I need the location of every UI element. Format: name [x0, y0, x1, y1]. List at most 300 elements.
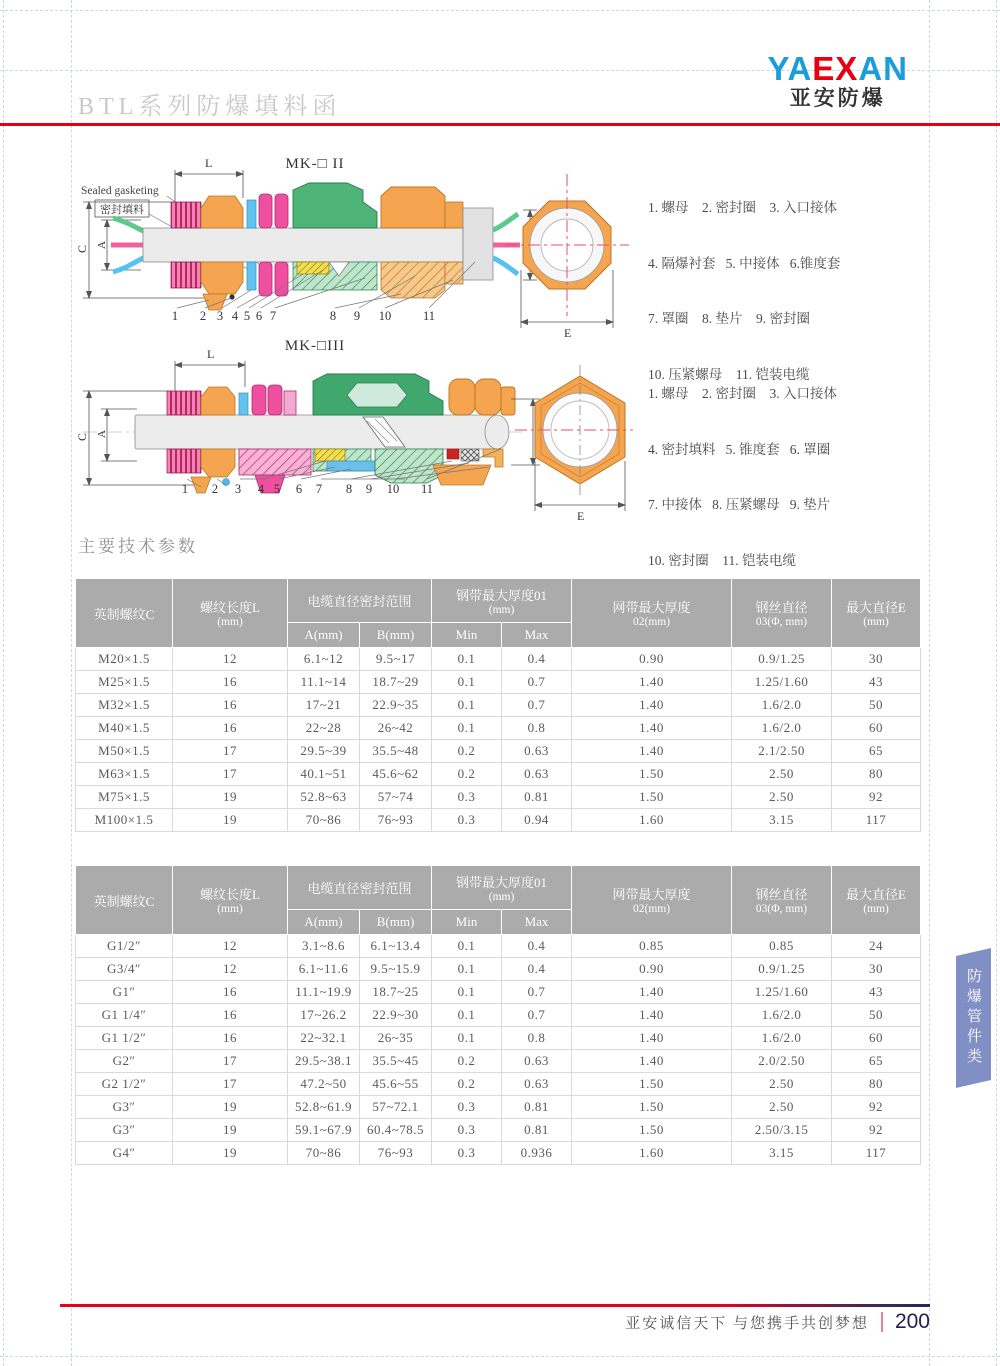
table-cell: 1.25/1.60 [732, 671, 832, 694]
footer [625, 1310, 930, 1334]
table-cell: M75×1.5 [76, 786, 173, 809]
table-cell: 80 [832, 1073, 921, 1096]
svg-text:1: 1 [181, 482, 189, 496]
table-cell: 0.9/1.25 [732, 648, 832, 671]
table-cell: 70~86 [288, 1142, 360, 1165]
table-row [76, 740, 921, 763]
col-maxd: 最大直径E (mm) [832, 866, 921, 935]
table-cell: 0.8 [502, 717, 572, 740]
table-cell: 3.15 [732, 1142, 832, 1165]
crop-mark [0, 10, 1000, 11]
table-cell: 22~32.1 [288, 1027, 360, 1050]
table-cell: G4″ [76, 1142, 173, 1165]
middle-body-facet [347, 383, 407, 407]
table-cell: 1.40 [572, 717, 732, 740]
table-cell: 45.6~55 [360, 1073, 432, 1096]
table-cell: 1.40 [572, 1004, 732, 1027]
middle-body [293, 183, 377, 228]
table-row [76, 1119, 921, 1142]
seal-ring [239, 393, 248, 415]
seal-dot [223, 479, 230, 486]
mid-adapter-section [375, 449, 443, 483]
table-row [76, 958, 921, 981]
table-row [76, 648, 921, 671]
table-row [76, 1142, 921, 1165]
table-cell: 30 [832, 958, 921, 981]
table-cell: 0.7 [502, 694, 572, 717]
table-row [76, 671, 921, 694]
dim-label-a: A [96, 241, 108, 249]
parts-list-line: 4. 隔爆衬套 5. 中接体 6.锥度套 [648, 255, 841, 271]
table-cell: 2.50 [732, 1073, 832, 1096]
table-cell: 2.50 [732, 786, 832, 809]
table-cell: 16 [173, 981, 288, 1004]
table-cell: 0.4 [502, 935, 572, 958]
svg-text:8: 8 [329, 309, 337, 323]
entry-thread [171, 202, 201, 228]
table-cell: G3/4″ [76, 958, 173, 981]
table-cell: 35.5~45 [360, 1050, 432, 1073]
svg-text:7: 7 [269, 309, 277, 323]
cable-end [485, 415, 509, 449]
svg-text:4: 4 [231, 309, 239, 323]
parts-list-line: 10. 密封圈 11. 铠装电缆 [648, 552, 796, 568]
table-cell: 29.5~38.1 [288, 1050, 360, 1073]
table-cell: M20×1.5 [76, 648, 173, 671]
table-cell: 0.3 [432, 1119, 502, 1142]
nut [201, 449, 235, 477]
col-cable-range: 电缆直径密封范围 [288, 866, 432, 910]
table-cell: 0.4 [502, 958, 572, 981]
parts-list-line: 1. 螺母 2. 密封圈 3. 入口接体 [648, 200, 837, 215]
svg-text:2: 2 [211, 482, 219, 496]
col-max: Max [502, 910, 572, 935]
table-cell: 1.40 [572, 1027, 732, 1050]
table-cell: 0.1 [432, 671, 502, 694]
table-cell: 2.50/3.15 [732, 1119, 832, 1142]
table-row [76, 981, 921, 1004]
table-cell: 0.63 [502, 740, 572, 763]
table-cell: 0.1 [432, 1004, 502, 1027]
parts-list-line: 4. 密封填料 5. 锥度套 6. 罩圈 [648, 441, 831, 457]
diagram1-drawing [75, 150, 635, 340]
table-cell: 0.7 [502, 671, 572, 694]
table-cell: 0.1 [432, 1027, 502, 1050]
table-cell: 1.50 [572, 1096, 732, 1119]
table-cell: 65 [832, 1050, 921, 1073]
packing-seal [315, 449, 345, 461]
table-cell: 16 [173, 717, 288, 740]
table-cell: 60.4~78.5 [360, 1119, 432, 1142]
crop-mark [929, 0, 930, 1366]
table-cell: 16 [173, 694, 288, 717]
table-cell: 0.2 [432, 1073, 502, 1096]
table-cell: 0.7 [502, 981, 572, 1004]
table-cell: 0.81 [502, 1096, 572, 1119]
col-mesh: 网带最大厚度 02(mm) [572, 579, 732, 648]
seal-dot [229, 294, 234, 299]
svg-text:8: 8 [345, 482, 353, 496]
svg-text:1: 1 [171, 309, 179, 323]
table-cell: 0.63 [502, 1073, 572, 1096]
dim-label-a: A [96, 430, 108, 438]
table-cell: 1.40 [572, 981, 732, 1004]
table-cell: 0.1 [432, 935, 502, 958]
table-cell: 1.50 [572, 1119, 732, 1142]
table-cell: 19 [173, 1096, 288, 1119]
category-side-tab-label: 防爆管件类 [965, 968, 982, 1068]
table-cell: G1 1/2″ [76, 1027, 173, 1050]
crop-mark [0, 1356, 1000, 1357]
table-cell: 117 [832, 1142, 921, 1165]
table-cell: 80 [832, 763, 921, 786]
sealed-gasketing-label: Sealed gasketing [81, 185, 159, 197]
table-cell: 22~28 [288, 717, 360, 740]
table-cell: M50×1.5 [76, 740, 173, 763]
dim-label-c: C [75, 432, 89, 441]
col-max: Max [502, 623, 572, 648]
crop-mark [3, 0, 4, 1366]
end-view-hexagon [515, 365, 633, 495]
table-cell: 24 [832, 935, 921, 958]
table-cell: 0.9/1.25 [732, 958, 832, 981]
table-cell: 0.3 [432, 1142, 502, 1165]
dim-label-c: C [75, 244, 89, 253]
table-cell: 9.5~17 [360, 648, 432, 671]
part-numbers [182, 482, 433, 496]
svg-text:11: 11 [420, 482, 434, 496]
table-cell: 92 [832, 786, 921, 809]
table-cell: 0.63 [502, 1050, 572, 1073]
svg-text:7: 7 [315, 482, 323, 496]
table-cell: 0.94 [502, 809, 572, 832]
table-row [76, 694, 921, 717]
table-row [76, 1027, 921, 1050]
svg-text:2: 2 [199, 309, 207, 323]
table-cell: 0.1 [432, 648, 502, 671]
table-cell: 0.8 [502, 1027, 572, 1050]
table-cell: 0.85 [572, 935, 732, 958]
parts-list-line: 10. 压紧螺母 11. 铠装电缆 [648, 366, 810, 382]
wires-left [111, 218, 147, 272]
table-cell: 76~93 [360, 1142, 432, 1165]
table-cell: 1.6/2.0 [732, 694, 832, 717]
table-cell: 0.1 [432, 717, 502, 740]
packing-seal [297, 262, 329, 274]
svg-text:9: 9 [353, 309, 361, 323]
brand-logo-word [767, 52, 908, 86]
table-cell: 0.1 [432, 958, 502, 981]
parts-list-line: 1. 螺母 2. 密封圈 3. 入口接体 [648, 386, 837, 401]
col-a: A(mm) [288, 910, 360, 935]
compression-nut [449, 379, 515, 415]
table-cell: 12 [173, 648, 288, 671]
table-cell: 1.50 [572, 1073, 732, 1096]
parts-list-line: 7. 罩圈 8. 垫片 9. 密封圈 [648, 311, 810, 326]
crop-mark [71, 0, 72, 1366]
svg-text:5: 5 [273, 482, 281, 496]
table-cell: 40.1~51 [288, 763, 360, 786]
table-cell: M32×1.5 [76, 694, 173, 717]
washer [447, 449, 459, 459]
svg-text:6: 6 [295, 482, 303, 496]
nut [201, 196, 243, 228]
table-cell: 18.7~29 [360, 671, 432, 694]
table-cell: M63×1.5 [76, 763, 173, 786]
diagram2-title: MK-□III [284, 338, 346, 354]
table-cell: 0.85 [732, 935, 832, 958]
table-cell: 0.3 [432, 1096, 502, 1119]
table-cell: 19 [173, 1142, 288, 1165]
table-cell: 117 [832, 809, 921, 832]
brand-logo [767, 52, 908, 112]
table-cell: 0.1 [432, 981, 502, 1004]
table-cell: M40×1.5 [76, 717, 173, 740]
end-view-octagon [505, 174, 629, 316]
cone-sleeve [327, 461, 377, 471]
table-cell: 0.3 [432, 809, 502, 832]
logo-part-ex: EX [812, 50, 859, 87]
table-cell: 57~74 [360, 786, 432, 809]
table-cell: 17 [173, 740, 288, 763]
table-cell: 35.5~48 [360, 740, 432, 763]
table-cell: 6.1~13.4 [360, 935, 432, 958]
table-cell: 0.936 [502, 1142, 572, 1165]
table-cell: 1.40 [572, 740, 732, 763]
table-cell: G3″ [76, 1096, 173, 1119]
table-cell: 0.90 [572, 958, 732, 981]
col-steel: 钢带最大厚度01 (mm) [432, 866, 572, 910]
table-cell: G1 1/4″ [76, 1004, 173, 1027]
table-cell: 2.50 [732, 763, 832, 786]
table-row [76, 809, 921, 832]
table-cell: 2.1/2.50 [732, 740, 832, 763]
table-cell: 12 [173, 958, 288, 981]
table-cell: 92 [832, 1096, 921, 1119]
table-cell: 18.7~25 [360, 981, 432, 1004]
table-cell: G1/2″ [76, 935, 173, 958]
dim-label-e: E [564, 326, 572, 340]
table-row [76, 1050, 921, 1073]
col-wire: 钢丝直径 03(Φ, mm) [732, 866, 832, 935]
table-cell: 19 [173, 786, 288, 809]
col-cable-range: 电缆直径密封范围 [288, 579, 432, 623]
seal-section [239, 449, 311, 475]
table-cell: 0.81 [502, 786, 572, 809]
table-cell: 52.8~63 [288, 786, 360, 809]
table-cell: 43 [832, 671, 921, 694]
table-cell: 1.60 [572, 1142, 732, 1165]
table-cell: 47.2~50 [288, 1073, 360, 1096]
svg-text:10: 10 [386, 482, 400, 496]
col-min: Min [432, 623, 502, 648]
col-b: B(mm) [360, 910, 432, 935]
table-row [76, 1073, 921, 1096]
seal-ring [247, 200, 256, 228]
metric-spec-table [75, 578, 921, 832]
svg-text:3: 3 [234, 482, 242, 496]
table-cell: 6.1~11.6 [288, 958, 360, 981]
page-number: 200 [894, 1310, 930, 1333]
table-cell: 0.63 [502, 763, 572, 786]
table-cell: 6.1~12 [288, 648, 360, 671]
table-row [76, 717, 921, 740]
table-cell: 17 [173, 763, 288, 786]
svg-text:5: 5 [243, 309, 251, 323]
table-cell: 60 [832, 1027, 921, 1050]
svg-text:6: 6 [255, 309, 263, 323]
dim-label-l: L [207, 347, 215, 361]
table-cell: 19 [173, 809, 288, 832]
col-mesh: 网带最大厚度 02(mm) [572, 866, 732, 935]
table-row [76, 935, 921, 958]
svg-text:11: 11 [422, 309, 436, 323]
col-wire: 钢丝直径 03(Φ, mm) [732, 579, 832, 648]
table-cell: M100×1.5 [76, 809, 173, 832]
table-cell: 1.40 [572, 1050, 732, 1073]
table-cell: 29.5~39 [288, 740, 360, 763]
col-a: A(mm) [288, 623, 360, 648]
table-cell: 45.6~62 [360, 763, 432, 786]
table-cell: 0.2 [432, 740, 502, 763]
table-cell: 0.2 [432, 1050, 502, 1073]
table-cell: 0.3 [432, 786, 502, 809]
table-cell: 17 [173, 1073, 288, 1096]
dim-label-e: E [577, 509, 585, 523]
table-cell: 57~72.1 [360, 1096, 432, 1119]
table-cell: 0.4 [502, 648, 572, 671]
table-cell: 65 [832, 740, 921, 763]
table-cell: 76~93 [360, 809, 432, 832]
table-cell: 2.50 [732, 1096, 832, 1119]
col-length: 螺纹长度L (mm) [173, 579, 288, 648]
nut [201, 262, 243, 294]
nut-tab [191, 477, 211, 493]
table-cell: 0.1 [432, 694, 502, 717]
diagram1-title: MK-□ II [285, 156, 345, 172]
gland-hex-section [381, 262, 445, 298]
logo-part-an: AN [858, 50, 908, 87]
part-numbers [172, 309, 435, 323]
table-cell: 16 [173, 671, 288, 694]
table-cell: 52.8~61.9 [288, 1096, 360, 1119]
col-steel: 钢带最大厚度01 (mm) [432, 579, 572, 623]
table-cell: 19 [173, 1119, 288, 1142]
page-title: BTL系列防爆填料函 [78, 94, 342, 120]
svg-text:3: 3 [216, 309, 224, 323]
table-cell: G2″ [76, 1050, 173, 1073]
table-row [76, 763, 921, 786]
table-cell: 92 [832, 1119, 921, 1142]
cable-body [143, 228, 463, 262]
table-cell: 16 [173, 1004, 288, 1027]
svg-text:4: 4 [257, 482, 265, 496]
col-length: 螺纹长度L (mm) [173, 866, 288, 935]
col-thread: 英制螺纹C [76, 579, 173, 648]
table-cell: 1.40 [572, 694, 732, 717]
table-cell: 60 [832, 717, 921, 740]
table-cell: 3.1~8.6 [288, 935, 360, 958]
table-cell: 11.1~14 [288, 671, 360, 694]
compression-nut-section [445, 262, 463, 284]
table-cell: 70~86 [288, 809, 360, 832]
crop-mark [996, 0, 997, 1366]
table-cell: 30 [832, 648, 921, 671]
table-cell: 1.50 [572, 763, 732, 786]
seal-rings-magenta [252, 385, 296, 415]
footer-slogan: 亚安诚信天下 与您携手共创梦想 [625, 1315, 869, 1332]
table-cell: 0.2 [432, 763, 502, 786]
seal-label-cn: 密封填料 [100, 204, 144, 216]
table-cell: 1.25/1.60 [732, 981, 832, 1004]
brand-logo-subtitle: 亚安防爆 [789, 87, 886, 110]
entry-thread [167, 391, 201, 415]
section-title: 主要技术参数 [78, 537, 198, 556]
header-rule [0, 123, 1000, 126]
table-cell: 2.0/2.50 [732, 1050, 832, 1073]
table-cell: 17~21 [288, 694, 360, 717]
dim-label-l: L [205, 156, 213, 170]
col-b: B(mm) [360, 623, 432, 648]
table-cell: 22.9~35 [360, 694, 432, 717]
col-min: Min [432, 910, 502, 935]
category-side-tab [956, 948, 991, 1088]
wires-right [493, 214, 520, 274]
table-cell: 12 [173, 935, 288, 958]
table-cell: 3.15 [732, 809, 832, 832]
seal-ring [247, 262, 256, 290]
table-cell: 0.7 [502, 1004, 572, 1027]
table-row [76, 786, 921, 809]
table-cell: 43 [832, 981, 921, 1004]
table-cell: 1.6/2.0 [732, 1027, 832, 1050]
table-cell: 1.40 [572, 671, 732, 694]
table-cell: 26~35 [360, 1027, 432, 1050]
table-cell: 0.90 [572, 648, 732, 671]
gland-hex [381, 187, 445, 228]
table-cell: 17 [173, 1050, 288, 1073]
imperial-spec-table [75, 865, 921, 1165]
table-cell: 1.50 [572, 786, 732, 809]
table-row [76, 1004, 921, 1027]
entry-thread [167, 449, 201, 473]
table-cell: G2 1/2″ [76, 1073, 173, 1096]
footer-rule [60, 1304, 930, 1307]
col-thread: 英制螺纹C [76, 866, 173, 935]
svg-text:10: 10 [378, 309, 392, 323]
table-cell: 50 [832, 694, 921, 717]
table-cell: 59.1~67.9 [288, 1119, 360, 1142]
col-maxd: 最大直径E (mm) [832, 579, 921, 648]
cable-body [135, 415, 497, 449]
table-cell: 9.5~15.9 [360, 958, 432, 981]
table-cell: 50 [832, 1004, 921, 1027]
diagram2-parts-list [648, 348, 837, 607]
table-cell: M25×1.5 [76, 671, 173, 694]
table-cell: 26~42 [360, 717, 432, 740]
table-cell: 22.9~30 [360, 1004, 432, 1027]
table-cell: 1.60 [572, 809, 732, 832]
parts-list-line: 7. 中接体 8. 压紧螺母 9. 垫片 [648, 497, 831, 512]
compression-nut [445, 202, 463, 228]
nut [201, 387, 235, 415]
table-cell: 11.1~19.9 [288, 981, 360, 1004]
table-cell: 1.6/2.0 [732, 1004, 832, 1027]
table-cell: 1.6/2.0 [732, 717, 832, 740]
entry-thread [171, 262, 201, 288]
table-row [76, 1096, 921, 1119]
logo-part-ya: YA [767, 50, 813, 87]
